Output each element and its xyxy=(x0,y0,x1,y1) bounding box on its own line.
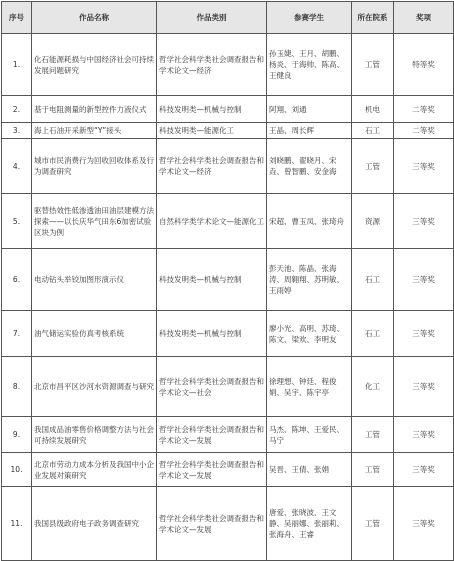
row-work-name: 北京市昌平区沙河水资源调查与研究 xyxy=(32,357,157,417)
row-students: 唐爱、张晓波、王文静、吴丽娜、张丽莉、张海舟、王睿 xyxy=(267,487,352,561)
row-department: 工管 xyxy=(352,139,394,194)
row-students: 孙玉婕、王月、胡鹏、杨炎、于海帅、陈高、王健良 xyxy=(267,34,352,96)
row-students: 刘晓鹏、翟晓月、宋垚、曾智鹏、安金海 xyxy=(267,139,352,194)
row-students: 阿翔、刘通 xyxy=(267,96,352,123)
row-index: 3. xyxy=(2,123,32,139)
row-work-name: 北京市劳动力成本分析及我国中小企业发展对策研究 xyxy=(32,453,157,487)
row-work-name: 基于电阻测量的新型控件力液仪式 xyxy=(32,96,157,123)
row-category: 哲学社会科学类社会调查报告和学术论文—经济 xyxy=(157,34,267,96)
row-work-name: 城市市民消费行为回收回收体系及行为调查研究 xyxy=(32,139,157,194)
table-row xyxy=(2,123,454,139)
row-department: 石工 xyxy=(352,123,394,139)
header-department: 所在院系 xyxy=(352,2,394,34)
row-index: 8. xyxy=(2,357,32,417)
row-category: 哲学社会科学类社会调查报告和学术论文—发展 xyxy=(157,453,267,487)
row-index: 7. xyxy=(2,311,32,357)
row-department: 工管 xyxy=(352,417,394,453)
row-category: 科技发明类—机械与控制 xyxy=(157,249,267,311)
row-students: 宋超、曹玉凤、张琦舟 xyxy=(267,194,352,249)
table-row xyxy=(2,96,454,123)
row-work-name: 化石能源耗损与中国经济社会可持续发展问题研究 xyxy=(32,34,157,96)
row-index: 1. xyxy=(2,34,32,96)
row-department: 机电 xyxy=(352,96,394,123)
row-students: 吴晋、王倩、张娟 xyxy=(267,453,352,487)
header-work-name: 作品名称 xyxy=(32,2,157,34)
row-department: 石工 xyxy=(352,311,394,357)
row-category: 哲学社会科学类社会调查报告和学术论文—发展 xyxy=(157,417,267,453)
table-row xyxy=(2,139,454,194)
row-work-name: 我国成品油零售价格调整方法与社会可持续发展研究 xyxy=(32,417,157,453)
table-row xyxy=(2,311,454,357)
row-department: 资源 xyxy=(352,194,394,249)
row-index: 10. xyxy=(2,453,32,487)
table-row xyxy=(2,194,454,249)
row-award: 三等奖 xyxy=(394,453,454,487)
row-department: 工管 xyxy=(352,487,394,561)
row-department: 石工 xyxy=(352,249,394,311)
row-award: 三等奖 xyxy=(394,311,454,357)
row-index: 4. xyxy=(2,139,32,194)
row-work-name: 海上石油开采新型“Y”接头 xyxy=(32,123,157,139)
row-category: 自然科学类学术论文—能源化工 xyxy=(157,194,267,249)
table-header-row xyxy=(2,2,454,34)
row-award: 三等奖 xyxy=(394,487,454,561)
table-row xyxy=(2,34,454,96)
table-row xyxy=(2,417,454,453)
header-index: 序号 xyxy=(2,2,32,34)
row-work-name: 电动钻头举铰加图形演示仪 xyxy=(32,249,157,311)
row-students: 王晶、周长辉 xyxy=(267,123,352,139)
row-award: 三等奖 xyxy=(394,139,454,194)
row-work-name: 油气储运实验仿真考核系统 xyxy=(32,311,157,357)
row-category: 科技发明类—机械与控制 xyxy=(157,311,267,357)
row-award: 二等奖 xyxy=(394,96,454,123)
header-category: 作品类别 xyxy=(157,2,267,34)
row-index: 9. xyxy=(2,417,32,453)
row-category: 科技发明类—机械与控制 xyxy=(157,96,267,123)
row-department: 工管 xyxy=(352,453,394,487)
row-index: 2. xyxy=(2,96,32,123)
row-category: 哲学社会科学类社会调查报告和学术论文—社会 xyxy=(157,357,267,417)
header-students: 参赛学生 xyxy=(267,2,352,34)
row-index: 5. xyxy=(2,194,32,249)
row-students: 马杰、陈坤、王爱民、马宁 xyxy=(267,417,352,453)
row-award: 三等奖 xyxy=(394,249,454,311)
row-award: 三等奖 xyxy=(394,417,454,453)
row-award: 特等奖 xyxy=(394,34,454,96)
row-award: 三等奖 xyxy=(394,357,454,417)
table-row xyxy=(2,487,454,561)
row-category: 哲学社会科学类社会调查报告和学术论文—发展 xyxy=(157,487,267,561)
header-award: 奖项 xyxy=(394,2,454,34)
row-category: 哲学社会科学类社会调查报告和学术论文—经济 xyxy=(157,139,267,194)
row-students: 徐理想、钟廷、程俊娟、吴宇、陈宇亭 xyxy=(267,357,352,417)
row-work-name: 我国县级政府电子政务调查研究 xyxy=(32,487,157,561)
awards-table xyxy=(1,1,454,561)
row-award: 三等奖 xyxy=(394,194,454,249)
row-index: 11. xyxy=(2,487,32,561)
row-department: 工管 xyxy=(352,34,394,96)
row-index: 6. xyxy=(2,249,32,311)
row-work-name: 驱替热效性低渗透油田油层建模方法探索——以长庆华气田东6加密试验区块为例 xyxy=(32,194,157,249)
table-row xyxy=(2,249,454,311)
row-students: 廖小光、高明、苏琦、陈文、梁欢、李明友 xyxy=(267,311,352,357)
row-students: 彭天池、陈晶、张海涛、周翱翔、苏明敏、王雨婷 xyxy=(267,249,352,311)
row-award: 二等奖 xyxy=(394,123,454,139)
row-category: 科技发明类—能源化工 xyxy=(157,123,267,139)
row-department: 化工 xyxy=(352,357,394,417)
table-row xyxy=(2,357,454,417)
table-row xyxy=(2,453,454,487)
